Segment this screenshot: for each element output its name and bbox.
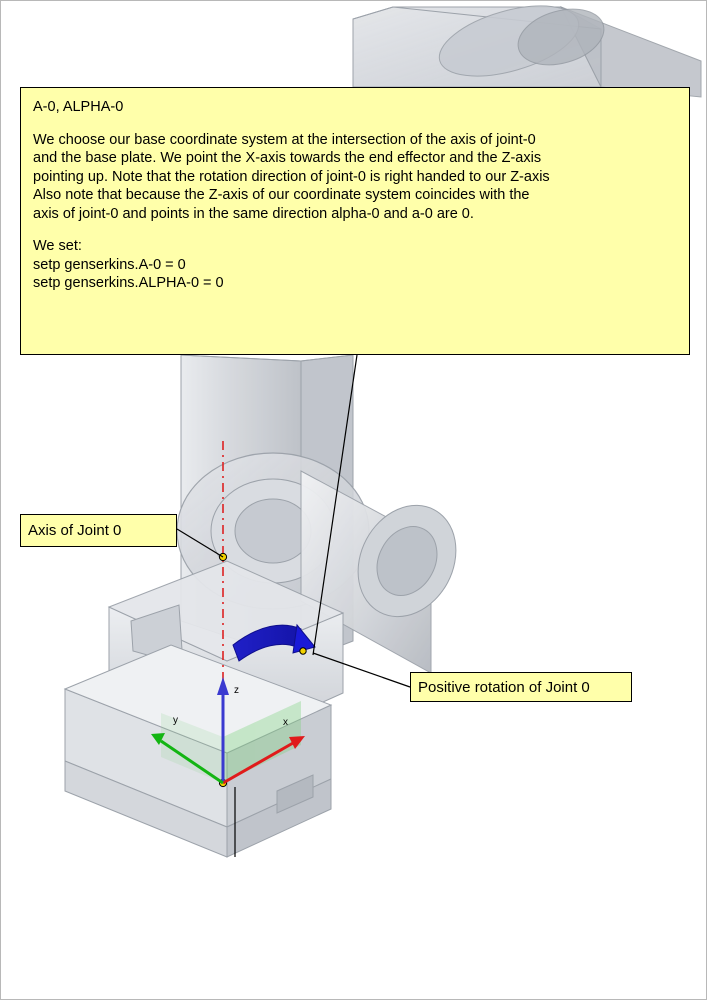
note-paragraph-line-3: pointing up. Note that the rotation direction of joint-0 is right handed to our Z-axis — [33, 168, 550, 185]
note-set-intro: We set: — [33, 238, 82, 254]
svg-text:y: y — [173, 715, 178, 726]
note-spacer-2 — [33, 223, 677, 237]
label-positive-rotation-of-joint-0: Positive rotation of Joint 0 — [410, 672, 632, 702]
note-heading: A-0, ALPHA-0 — [33, 99, 124, 115]
note-command-line-2: setp genserkins.ALPHA-0 = 0 — [33, 275, 224, 291]
robot-upper-arm — [353, 1, 701, 97]
label-axis-of-joint-0: Axis of Joint 0 — [20, 514, 177, 547]
note-paragraph-line-4: Also note that because the Z-axis of our coordinate system coincides with the — [33, 187, 530, 203]
svg-text:x: x — [283, 717, 288, 728]
joint0-axis-point-upper — [219, 553, 226, 560]
note-spacer-1 — [33, 117, 677, 131]
main-annotation-note — [20, 87, 690, 355]
note-paragraph-line-2: and the base plate. We point the X-axis towards the end effector and the Z-axis — [33, 150, 542, 166]
note-paragraph-line-5: axis of joint-0 and points in the same direction alpha-0 and a-0 are 0. — [33, 205, 474, 222]
svg-text:z: z — [234, 685, 239, 696]
note-command-line-1: setp genserkins.A-0 = 0 — [33, 256, 186, 273]
note-paragraph-line-1: We choose our base coordinate system at the intersection of the axis of joint-0 — [33, 131, 536, 148]
